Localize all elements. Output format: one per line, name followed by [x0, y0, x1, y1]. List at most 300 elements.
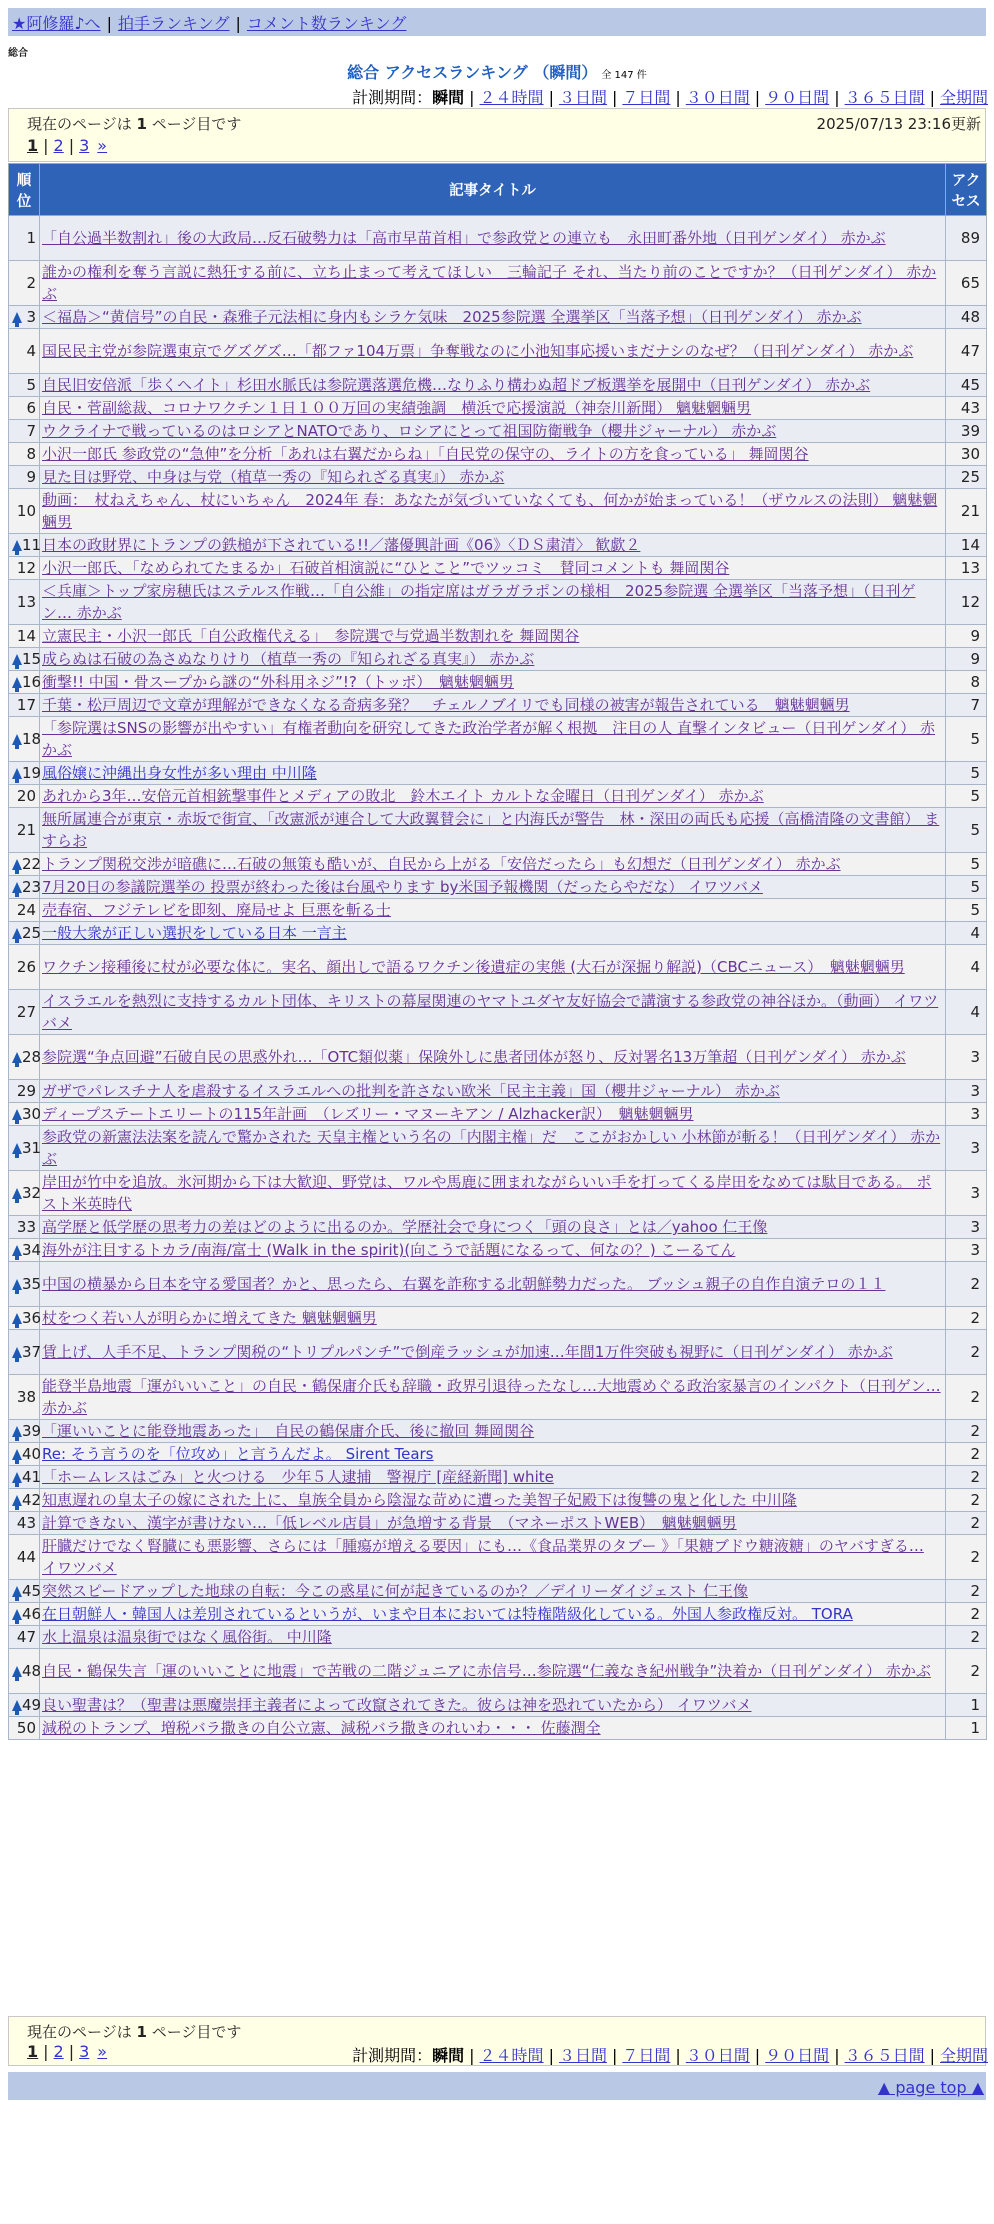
rank-cell [9, 717, 40, 762]
article-link[interactable]: 賃上げ、人手不足、トランプ関税の“トリプルパンチ”で倒産ラッシュが加速…年間1万件突破も視野に（日刊ゲンダイ） 赤かぶ [42, 1343, 893, 1361]
period-separator: | [675, 2046, 681, 2065]
title-cell [40, 216, 946, 261]
article-link[interactable]: 一般大衆が正しい選択をしている日本 一言主 [42, 924, 347, 942]
rank-number: 18 [22, 730, 42, 748]
rank-cell [9, 1603, 40, 1626]
rank-cell [9, 580, 40, 625]
title-cell [40, 876, 946, 899]
page-top-link[interactable]: ▲ page top ▲ [877, 2078, 984, 2097]
article-link[interactable]: 見た目は野党、中身は与党（植草一秀の『知られざる真実』） 赤かぶ [42, 468, 505, 486]
ranking-rows [9, 216, 987, 1740]
rank-cell [9, 420, 40, 443]
rank-number: 36 [22, 1309, 42, 1327]
article-link[interactable]: あれから3年…安倍元首相銃撃事件とメディアの敗北 鈴木エイト カルトな金曜日（日刊ゲンダイ） 赤かぶ [42, 787, 764, 805]
rank-up-arrow-icon [12, 677, 22, 688]
table-row [9, 785, 987, 808]
table-row [9, 1330, 987, 1375]
rank-number: 29 [16, 1082, 36, 1100]
access-count: 3 [946, 1080, 987, 1103]
title-cell [40, 1489, 946, 1512]
title-cell [40, 1580, 946, 1603]
rank-cell [9, 1512, 40, 1535]
period-link[interactable]: ７日間 [622, 2046, 671, 2065]
title-cell [40, 1126, 946, 1171]
rank-up-arrow-icon [12, 1188, 22, 1199]
access-count: 65 [946, 261, 987, 306]
title-cell [40, 1603, 946, 1626]
access-count: 2 [946, 1580, 987, 1603]
page-number-link[interactable]: 3 [79, 2042, 90, 2061]
article-link[interactable]: 国民民主党が参院選東京でグズグズ…「都ファ104万票」争奪戦なのに小池知事応援いまだナシのなぜ？（日刊ゲンダイ） 赤かぶ [42, 342, 914, 360]
article-link[interactable]: ガザでパレスチナ人を虐殺するイスラエルへの批判を許さない欧米「民主主義」国（櫻井ジャーナル） 赤かぶ [42, 1082, 780, 1100]
rank-number: 41 [22, 1468, 42, 1486]
period-separator: | [754, 2046, 761, 2065]
article-link[interactable]: 立憲民主・小沢一郎氏「自公政権代える」 参院選で与党過半数割れを 舞岡関谷 [42, 627, 580, 645]
article-link[interactable]: 売春宿、フジテレビを即刻、廃局せよ 巨悪を斬る士 [42, 901, 391, 919]
access-count: 47 [946, 329, 987, 374]
access-count: 5 [946, 876, 987, 899]
access-count: 7 [946, 694, 987, 717]
next-page-link[interactable]: » [97, 136, 108, 155]
title-cell [40, 1535, 946, 1580]
article-link[interactable]: 風俗嬢に沖縄出身女性が多い理由 中川隆 [42, 764, 317, 782]
rank-up-arrow-icon [12, 734, 22, 745]
access-count: 2 [946, 1649, 987, 1694]
article-link[interactable]: 「ホームレスはごみ」と火つける 少年５人逮捕 警視庁 [産経新聞] white [42, 1468, 554, 1486]
access-count: 3 [946, 1103, 987, 1126]
rank-cell [9, 808, 40, 853]
title-cell [40, 1103, 946, 1126]
page-text-pre: 現在のページは [27, 2023, 137, 2041]
rank-number: 24 [16, 901, 36, 919]
article-link[interactable]: 参政党の新憲法法案を読んで驚かされた 天皇主権という名の「内閣主権」だ ここがおかしい 小林節が斬る！（日刊ゲンダイ） 赤かぶ [42, 1128, 941, 1168]
title-cell [40, 261, 946, 306]
top-nav-bar [8, 8, 986, 36]
access-count: 2 [946, 1603, 987, 1626]
article-link[interactable]: 衝撃!! 中国・骨スープから謎の“外科用ネジ”!?（トッポ） 魑魅魍魎男 [42, 673, 514, 691]
col-access-header: アクセス [946, 164, 987, 216]
article-link[interactable]: 中国の横暴から日本を守る愛国者？かと、思ったら、右翼を詐称する北朝鮮勢力だった。 ブッシュ親子の自作自演テロの１１ [42, 1275, 886, 1293]
article-link[interactable]: 在日朝鮮人・韓国人は差別されているというが、いまや日本においては特権階級化している。外国人参政権反対。 TORA [42, 1605, 853, 1623]
period-link[interactable]: ３６５日間 [844, 88, 925, 107]
access-count: 48 [946, 306, 987, 329]
access-count: 5 [946, 853, 987, 876]
access-count: 25 [946, 466, 987, 489]
article-link[interactable]: Re: そう言うのを「位攻め」と言うんだよ。 Sirent Tears [42, 1445, 434, 1463]
clap-ranking-link[interactable]: 拍手ランキング [117, 14, 230, 33]
title-cell [40, 1626, 946, 1649]
rank-up-arrow-icon [12, 768, 22, 779]
article-link[interactable]: 自民・菅副総裁、コロナワクチン１日１００万回の実績強調 横浜で応援演説（神奈川新聞） 魑魅魍魎男 [42, 399, 752, 417]
next-page-link[interactable]: » [97, 2042, 108, 2061]
table-row [9, 1580, 987, 1603]
page-separator: | [43, 136, 49, 155]
title-cell [40, 489, 946, 534]
page-text-post: ページ目です [146, 115, 242, 133]
rank-up-arrow-icon [12, 1586, 22, 1597]
rank-number: 12 [16, 559, 36, 577]
article-link[interactable]: 水上温泉は温泉街ではなく風俗街。 中川隆 [42, 1628, 332, 1646]
article-count: 全 147 件 [601, 70, 647, 81]
article-link[interactable]: 「運いいことに能登地震あった」 自民の鶴保庸介氏、後に撤回 舞岡関谷 [42, 1422, 535, 1440]
rank-number: 22 [22, 855, 42, 873]
footer-bar [8, 2072, 986, 2100]
article-link[interactable]: ウクライナで戦っているのはロシアとNATOであり、ロシアにとって祖国防衛戦争（櫻井ジャーナル） 赤かぶ [42, 422, 777, 440]
table-row [9, 1717, 987, 1740]
table-row [9, 1489, 987, 1512]
period-link[interactable]: ３６５日間 [844, 2046, 925, 2065]
rank-number: 42 [22, 1491, 42, 1509]
title-cell [40, 329, 946, 374]
access-count: 5 [946, 762, 987, 785]
rank-cell [9, 625, 40, 648]
rank-number: 28 [22, 1048, 42, 1066]
table-row [9, 922, 987, 945]
rank-cell [9, 1649, 40, 1694]
rank-cell [9, 1420, 40, 1443]
title-cell [40, 1216, 946, 1239]
rank-cell [9, 1239, 40, 1262]
rank-cell [9, 1216, 40, 1239]
title-cell [40, 1330, 946, 1375]
period-selector-bottom [352, 2043, 988, 2066]
access-count: 2 [946, 1375, 987, 1420]
period-link[interactable]: 全期間 [939, 88, 988, 107]
title-cell [40, 1512, 946, 1535]
period-current: 瞬間 [432, 88, 465, 107]
period-separator: | [611, 2046, 618, 2065]
page-separator: | [68, 136, 75, 155]
page-text-pre: 現在のページは [27, 115, 137, 133]
title-cell [40, 785, 946, 808]
rank-cell [9, 1171, 40, 1216]
title-cell [40, 899, 946, 922]
article-link[interactable]: 「参院選はSNSの影響が出やすい」有権者動向を研究してきた政治学者が解く根拠 注目の人 直撃インタビュー（日刊ゲンダイ） 赤かぶ [42, 719, 936, 759]
access-count: 4 [946, 922, 987, 945]
rank-up-arrow-icon [12, 1666, 22, 1677]
table-header [9, 164, 987, 216]
article-link[interactable]: 誰かの権利を奪う言説に熱狂する前に、立ち止まって考えてほしい 三輪記子 それ、当たり前のことですか？（日刊ゲンダイ） 赤かぶ [42, 263, 937, 303]
rank-up-arrow-icon [12, 1109, 22, 1120]
rank-cell [9, 671, 40, 694]
rank-cell [9, 466, 40, 489]
access-count: 13 [946, 557, 987, 580]
access-count: 2 [946, 1420, 987, 1443]
rank-number: 32 [22, 1184, 42, 1202]
rank-number: 15 [22, 650, 42, 668]
title-cell [40, 557, 946, 580]
ranking-heading [0, 60, 994, 83]
access-count: 8 [946, 671, 987, 694]
period-label: 計測期間： [352, 2046, 433, 2065]
home-link[interactable]: ★阿修羅♪へ [12, 14, 101, 33]
access-count: 43 [946, 397, 987, 420]
title-cell [40, 374, 946, 397]
page-separator: | [68, 2042, 75, 2061]
table-row [9, 1603, 987, 1626]
rank-cell [9, 557, 40, 580]
rank-number: 10 [16, 502, 36, 520]
rank-number: 38 [16, 1388, 36, 1406]
period-link[interactable]: ２４時間 [479, 88, 544, 107]
rank-up-arrow-icon [12, 1449, 22, 1460]
title-cell [40, 1466, 946, 1489]
table-row [9, 1171, 987, 1216]
article-link[interactable]: トランプ関税交渉が暗礁に…石破の無策も酷いが、自民から上がる「安倍だったら」も幻想だ（日刊ゲンダイ） 赤かぶ [42, 855, 841, 873]
table-row [9, 1626, 987, 1649]
rank-number: 1 [26, 229, 36, 247]
table-row [9, 1535, 987, 1580]
article-link[interactable]: 参院選“争点回避”石破自民の思惑外れ…「OTC類似薬」保険外しに患者団体が怒り、反対署名13万筆超（日刊ゲンダイ） 赤かぶ [42, 1048, 906, 1066]
table-row [9, 580, 987, 625]
title-cell [40, 808, 946, 853]
rank-number: 50 [16, 1719, 36, 1737]
access-count: 39 [946, 420, 987, 443]
title-cell [40, 1649, 946, 1694]
rank-number: 37 [22, 1343, 42, 1361]
article-link[interactable]: イスラエルを熱烈に支持するカルト団体、キリストの幕屋関連のヤマトユダヤ友好協会で講演する参政党の神谷ほか。（動画） イワツバメ [42, 992, 939, 1032]
rank-number: 43 [16, 1514, 36, 1532]
access-count: 3 [946, 1126, 987, 1171]
title-cell [40, 1375, 946, 1420]
table-row [9, 876, 987, 899]
access-count: 89 [946, 216, 987, 261]
article-link[interactable]: 岸田が竹中を追放。氷河期から下は大歓迎、野党は、ワルや馬鹿に囲まれながらいい手を打ってくる岸田をなめては駄目である。 ポスト米英時代 [42, 1173, 932, 1213]
rank-up-arrow-icon [12, 540, 22, 551]
page-numbers [27, 136, 107, 155]
page-number-link[interactable]: 2 [53, 2042, 64, 2061]
table-row [9, 1262, 987, 1307]
rank-up-arrow-icon [12, 1347, 22, 1358]
article-link[interactable]: 知恵遅れの皇太子の嫁にされた上に、皇族全員から陰湿な苛めに遭った美智子妃殿下は復讐の鬼と化した 中川隆 [42, 1491, 797, 1509]
access-count: 2 [946, 1443, 987, 1466]
title-cell [40, 1035, 946, 1080]
period-link[interactable]: ７日間 [622, 88, 671, 107]
rank-number: 20 [16, 787, 36, 805]
page-number-link[interactable]: 2 [53, 136, 64, 155]
rank-cell [9, 899, 40, 922]
article-link[interactable]: 能登半島地震「運がいいこと」の自民・鶴保庸介氏も辞職・政界引退待ったなし…大地震めぐる政治家暴言のインパクト（日刊ゲン… 赤かぶ [42, 1377, 941, 1417]
table-row [9, 1649, 987, 1694]
access-count: 5 [946, 717, 987, 762]
updated-timestamp: 2025/07/13 23:16更新 [816, 115, 981, 133]
period-link[interactable]: ３０日間 [685, 2046, 750, 2065]
period-separator: | [834, 2046, 840, 2065]
rank-up-arrow-icon [12, 859, 22, 870]
period-link[interactable]: ９０日間 [765, 88, 830, 107]
table-row [9, 466, 987, 489]
period-link[interactable]: ３日間 [558, 88, 607, 107]
article-link[interactable]: 小沢一郎氏、「なめられてたまるか」石破首相演説に“ひとこと”でツッコミ 賛同コメントも 舞岡関谷 [42, 559, 730, 577]
article-link[interactable]: 高学歴と低学歴の思考力の差はどのように出るのか。学歴社会で身につく「頭の良さ」とは／yahoo 仁王像 [42, 1218, 768, 1236]
period-separator: | [548, 88, 554, 107]
access-count: 21 [946, 489, 987, 534]
access-count: 9 [946, 648, 987, 671]
title-cell [40, 1420, 946, 1443]
period-selector-top [352, 85, 988, 108]
access-count: 2 [946, 1307, 987, 1330]
period-separator: | [834, 88, 840, 107]
article-link[interactable]: ＜兵庫＞トップ家房穂氏はステルス作戦…「自公維」の指定席はガラガラポンの様相 2025参院選 全選挙区「当落予想」（日刊ゲン… 赤かぶ [42, 582, 916, 622]
current-page-text [27, 2021, 241, 2042]
page-text-post: ページ目です [146, 2023, 242, 2041]
rank-up-arrow-icon [12, 1245, 22, 1256]
table-row [9, 717, 987, 762]
page-number-link[interactable]: 3 [79, 136, 90, 155]
table-row [9, 557, 987, 580]
period-link[interactable]: ２４時間 [479, 2046, 544, 2065]
table-row [9, 1035, 987, 1080]
title-cell [40, 990, 946, 1035]
rank-number: 16 [22, 673, 42, 691]
rank-cell [9, 1489, 40, 1512]
title-cell [40, 443, 946, 466]
article-link[interactable]: 日本の政財界にトランプの鉄槌が下されている!!／藩優興計画《06》〈ＤＳ粛清〉 歓歔２ [42, 536, 641, 554]
period-separator: | [754, 88, 761, 107]
table-row [9, 1694, 987, 1717]
rank-number: 7 [26, 422, 36, 440]
period-link[interactable]: ９０日間 [765, 2046, 830, 2065]
rank-cell [9, 1694, 40, 1717]
rank-number: 30 [22, 1105, 42, 1123]
nav-separator: | [106, 14, 112, 33]
access-count: 3 [946, 1216, 987, 1239]
rank-cell [9, 648, 40, 671]
article-link[interactable]: 動画： 杖ねえちゃん、杖にいちゃん 2024年 春：あなたが気づいていなくても、何かが始まっている！（ザウルスの法則） 魑魅魍魎男 [42, 491, 938, 531]
table-row [9, 1103, 987, 1126]
comment-ranking-link[interactable]: コメント数ランキング [246, 14, 407, 33]
rank-cell [9, 785, 40, 808]
access-count: 2 [946, 1489, 987, 1512]
access-count: 5 [946, 808, 987, 853]
title-cell [40, 853, 946, 876]
rank-cell [9, 762, 40, 785]
page-number-current: 1 [27, 2042, 39, 2061]
rank-cell [9, 534, 40, 557]
period-current: 瞬間 [432, 2046, 465, 2065]
article-link[interactable]: ワクチン接種後に杖が必要な体に。実名、顔出しで語るワクチン後遺症の実態 (大石が深掘り解説)（CBCニュース） 魑魅魍魎男 [42, 958, 905, 976]
article-link[interactable]: 良い聖書は？（聖書は悪魔崇拝主義者によって改竄されてきた。彼らは神を恐れていたから） イワツバメ [42, 1696, 752, 1714]
article-link[interactable]: 千葉・松戸周辺で文章が理解ができなくなる奇病多発？ チェルノブイリでも同様の被害が報告されている 魑魅魍魎男 [42, 696, 850, 714]
table-row [9, 1216, 987, 1239]
rank-number: 31 [22, 1139, 42, 1157]
table-row [9, 1307, 987, 1330]
access-count: 3 [946, 1035, 987, 1080]
period-link[interactable]: ３０日間 [685, 88, 750, 107]
article-link[interactable]: 無所属連合が東京・赤坂で街宣、「改憲派が連合して大政翼賛会に」と内海氏が警告 林・深田の両氏も応援（高橋清隆の文書館） ますらお [42, 810, 940, 850]
title-cell [40, 945, 946, 990]
rank-up-arrow-icon [12, 1495, 22, 1506]
access-count: 2 [946, 1262, 987, 1307]
article-link[interactable]: 杖をつく若い人が明らかに増えてきた 魑魅魍魎男 [42, 1309, 377, 1327]
title-cell [40, 922, 946, 945]
rank-cell [9, 1626, 40, 1649]
rank-up-arrow-icon [12, 654, 22, 665]
current-page-text [27, 113, 241, 134]
article-link[interactable]: 肝臓だけでなく腎臓にも悪影響、さらには「腫瘍が増える要因」にも…《食品業界のタブー 》「果糖ブドウ糖液糖」のヤバすぎる… イワツバメ [42, 1537, 924, 1577]
article-link[interactable]: 成らぬは石破の為さぬなりけり（植草一秀の『知られざる真実』） 赤かぶ [42, 650, 535, 668]
rank-cell [9, 1717, 40, 1740]
article-link[interactable]: 自民・鶴保失言「運のいいことに地震」で苦戦の二階ジュニアに赤信号…参院選“仁義なき紀州戦争”決着か（日刊ゲンダイ） 赤かぶ [42, 1662, 931, 1680]
rank-number: 21 [16, 821, 36, 839]
article-link[interactable]: 7月20日の参議院選挙の 投票が終わった後は台風やります by米国予報機関（だったらやだな） イワツバメ [42, 878, 763, 896]
table-row [9, 853, 987, 876]
table-row [9, 945, 987, 990]
rank-number: 19 [22, 764, 42, 782]
table-row [9, 899, 987, 922]
title-cell [40, 625, 946, 648]
table-row [9, 489, 987, 534]
rank-cell [9, 1443, 40, 1466]
table-row [9, 420, 987, 443]
table-row [9, 534, 987, 557]
access-count: 5 [946, 785, 987, 808]
article-link[interactable]: 減税のトランプ、増税バラ撒きの自公立憲、減税バラ撒きのれいわ・・・ 佐藤潤全 [42, 1719, 601, 1737]
title-cell [40, 1443, 946, 1466]
rank-cell [9, 1375, 40, 1420]
rank-number: 23 [22, 878, 42, 896]
col-rank-header: 順位 [9, 164, 40, 216]
period-link[interactable]: 全期間 [939, 2046, 988, 2065]
rank-up-arrow-icon [12, 882, 22, 893]
rank-up-arrow-icon [12, 1313, 22, 1324]
rank-number: 8 [26, 445, 36, 463]
rank-cell [9, 443, 40, 466]
article-link[interactable]: 計算できない、漢字が書けない…「低レベル店員」が急増する背景 （マネーポストWEB） 魑魅魍魎男 [42, 1514, 737, 1532]
article-link[interactable]: ＜福島＞“黄信号”の自民・森雅子元法相に身内もシラケ気味 2025参院選 全選挙区「当落予想」（日刊ゲンダイ） 赤かぶ [42, 308, 862, 326]
rank-number: 39 [22, 1422, 42, 1440]
rank-cell [9, 216, 40, 261]
title-cell [40, 306, 946, 329]
rank-cell [9, 329, 40, 374]
rank-cell [9, 945, 40, 990]
article-link[interactable]: 海外が注目するトカラ/南海/富士 (Walk in the spirit)(向こうで話題になるって、何なの？) こーるてん [42, 1241, 736, 1259]
title-cell [40, 1262, 946, 1307]
article-link[interactable]: 自民旧安倍派「歩くヘイト」杉田水脈氏は参院選落選危機…なりふり構わぬ超ドブ板選挙を展開中（日刊ゲンダイ） 赤かぶ [42, 376, 871, 394]
article-link[interactable]: 小沢一郎氏 参政党の“急伸”を分析「あれは右翼だからね」「自民党の保守の、ライトの方を食っている」 舞岡関谷 [42, 445, 809, 463]
rank-number: 48 [22, 1662, 42, 1680]
period-separator: | [548, 2046, 554, 2065]
title-cell [40, 466, 946, 489]
current-page-number: 1 [136, 115, 147, 133]
article-link[interactable]: ディープステートエリートの115年計画 （レズリー・マヌーキアン / Alzhacker訳） 魑魅魍魎男 [42, 1105, 694, 1123]
rank-up-arrow-icon [12, 1426, 22, 1437]
rank-number: 44 [16, 1548, 36, 1566]
rank-number: 17 [16, 696, 36, 714]
rank-cell [9, 853, 40, 876]
title-cell [40, 1171, 946, 1216]
article-link[interactable]: 突然スピードアップした地球の自転：今この惑星に何が起きているのか？／デイリーダイジェスト 仁王像 [42, 1582, 749, 1600]
title-cell [40, 717, 946, 762]
table-row [9, 762, 987, 785]
rank-number: 49 [22, 1696, 42, 1714]
period-separator: | [469, 88, 475, 107]
article-link[interactable]: 「自公過半数割れ」後の大政局…反石破勢力は「高市早苗首相」で参政党との連立も 永田町番外地（日刊ゲンダイ） 赤かぶ [42, 229, 886, 247]
access-count: 30 [946, 443, 987, 466]
access-count: 2 [946, 1466, 987, 1489]
rank-up-arrow-icon [12, 1700, 22, 1711]
period-link[interactable]: ３日間 [558, 2046, 607, 2065]
title-cell [40, 397, 946, 420]
category-label: 総合 [8, 48, 28, 59]
rank-cell [9, 489, 40, 534]
table-row [9, 808, 987, 853]
title-cell [40, 694, 946, 717]
table-row [9, 1420, 987, 1443]
rank-number: 27 [16, 1003, 36, 1021]
rank-number: 40 [22, 1445, 42, 1463]
period-separator: | [929, 2046, 935, 2065]
